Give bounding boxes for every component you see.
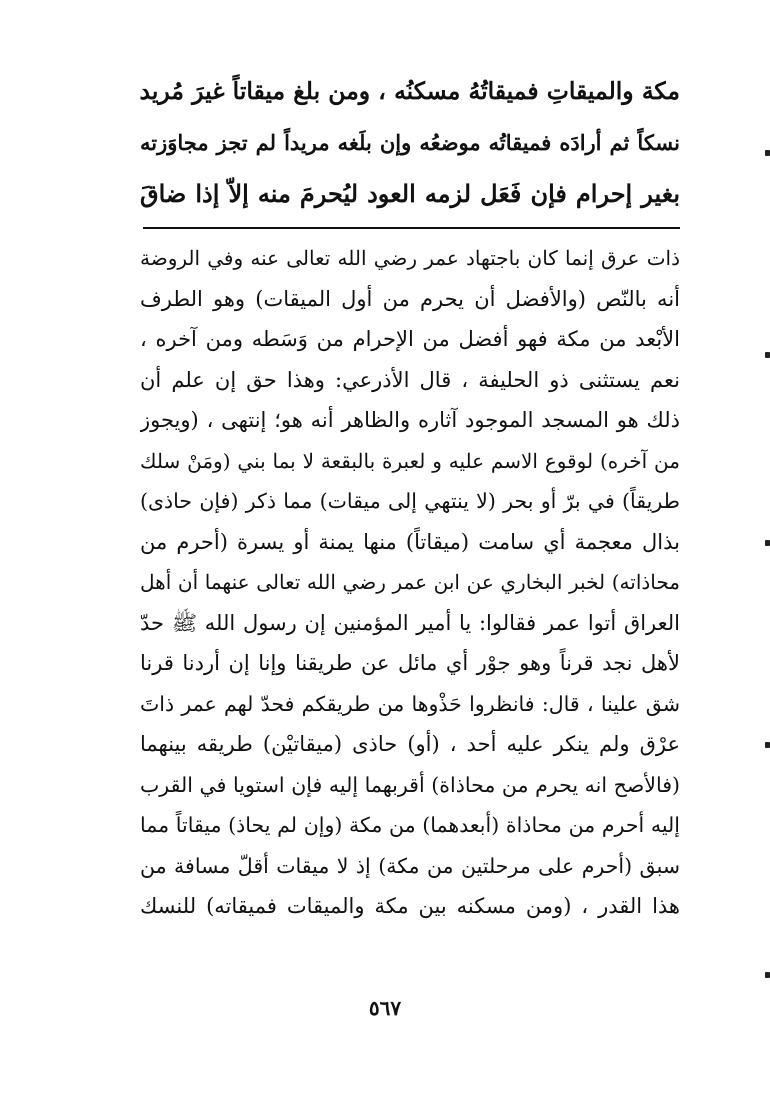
main-text xyxy=(140,66,680,219)
section-divider xyxy=(143,227,680,229)
commentary-line: طريقاً) في برّ أو بحر (لا ينتهي إلى ميقات) مما ذكر (فإن حاذى) xyxy=(140,489,680,513)
page-number: ٥٦٧ xyxy=(368,996,402,1020)
commentary-line: سبق (أحرم على مرحلتين من مكة) إذ لا ميقات أقلّ مسافة من xyxy=(140,853,680,878)
commentary-line: الأبْعد من مكة فهو أفضل من الإحرام من وَسَطه ومن آخره ، xyxy=(140,327,680,351)
commentary-text xyxy=(140,238,680,927)
commentary-line: من آخره) لوقوع الاسم عليه و لعبرة بالبقعة لا بما بني (ومَنْ سلك xyxy=(140,448,680,473)
margin-mark xyxy=(765,540,770,546)
commentary-line: أنه بالنّص (والأفضل أن يحرم من أول الميقات) وهو الطرف xyxy=(140,286,680,311)
commentary-line: عرْق ولم ينكر عليه أحد ، (أو) حاذى (ميقاتيْن) طريقه بينهما xyxy=(140,732,680,756)
commentary-line: محاذاته) لخبر البخاري عن ابن عمر رضي الله تعالى عنهما أن أهل xyxy=(140,570,680,594)
commentary-line: لأهل نجد قرناً وهو جوْر أي مائل عن طريقنا وإنا إن أردنا قرنا xyxy=(140,651,680,675)
margin-mark xyxy=(765,742,770,748)
margin-mark xyxy=(765,150,770,156)
margin-mark xyxy=(765,352,770,358)
commentary-line: إليه أحرم من محاذاة (أبعدهما) من مكة (وإن لم يحاذ) ميقاتاً مما xyxy=(140,813,680,837)
main-text-line: بغير إحرام فإن فَعَل لزمه العود ليُحرمَ منه إلاّ إذا ضاقَ xyxy=(140,179,680,208)
main-text-line: نسكاً ثم أرادَه فميقاتُه موضعُه وإن بلَغه مريداً لم تجز مجاوَزته xyxy=(140,130,680,155)
margin-mark xyxy=(765,972,770,978)
commentary-line: (فالأصح انه يحرم من محاذاة) أقربهما إليه فإن استويا في القرب xyxy=(140,772,680,797)
commentary-line: ذلك هو المسجد الموجود آثاره والظاهر أنه هو؛ إنتهى ، (ويجوز xyxy=(140,408,680,432)
commentary-line: بذال معجمة أي سامت (ميقاتاً) منها يمنة أو يسرة (أحرم من xyxy=(140,529,680,554)
commentary-line: العراق أتوا عمر فقالوا: يا أمير المؤمنين إن رسول الله ﷺ حدّ xyxy=(140,610,680,635)
commentary-line: نعم يستثنى ذو الحليفة ، قال الأذرعي: وهذا حق إن علم أن xyxy=(140,367,680,392)
commentary-line: شق علينا ، قال: فانظروا حَذْوها من طريقكم فحدّ لهم عمر ذاتَ xyxy=(140,691,680,716)
commentary-line: هذا القدر ، (ومن مسكنه بين مكة والميقات فميقاته) للنسك xyxy=(140,894,680,918)
main-text-line: مكة والميقاتِ فميقاتُهُ مسكنُه ، ومن بلغ ميقاتاً غيرَ مُريد xyxy=(140,77,680,105)
commentary-line: ذات عرق إنما كان باجتهاد عمر رضي الله تعالى عنه وفي الروضة xyxy=(140,246,680,270)
